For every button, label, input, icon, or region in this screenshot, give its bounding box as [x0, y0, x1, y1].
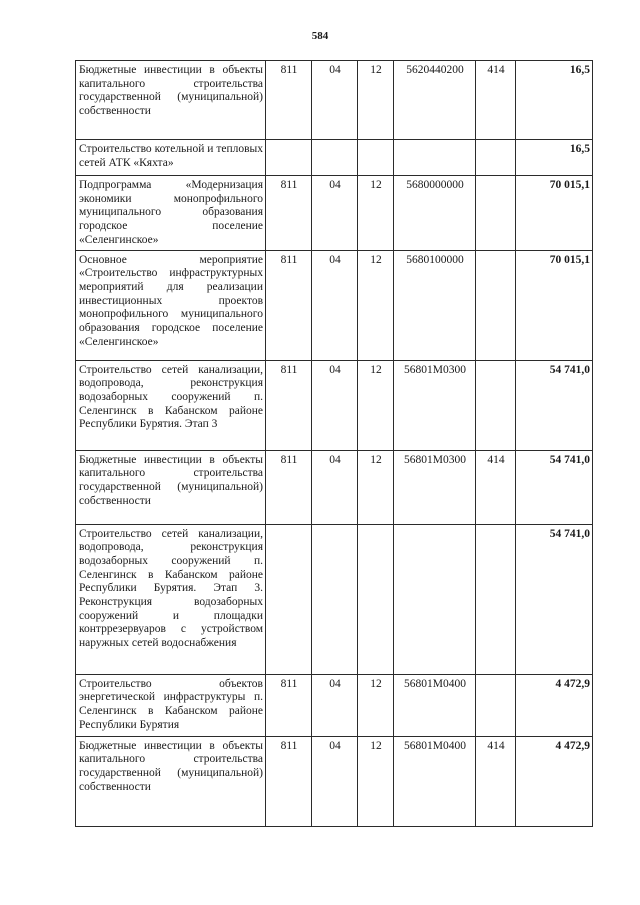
table-row: [76, 360, 593, 450]
target-code: 56801М0300: [394, 360, 476, 450]
expense-type-code: [476, 360, 516, 450]
row-name: Подпрограмма «Модернизация экономики монопрофильного муниципального образования городское поселение «Селенгинское»: [76, 176, 266, 251]
target-code: 56801М0400: [394, 736, 476, 826]
subsection-code: 12: [358, 674, 394, 736]
amount: 16,5: [516, 61, 593, 140]
section-code: 04: [312, 450, 358, 524]
target-code: [394, 524, 476, 674]
table-row: [76, 450, 593, 524]
amount: 70 015,1: [516, 250, 593, 360]
subsection-code: 12: [358, 450, 394, 524]
ministry-code: [266, 524, 312, 674]
row-name: Строительство объектов энергетической инфраструктуры п. Селенгинск в Кабанском районе Республики Бурятия: [76, 674, 266, 736]
ministry-code: 811: [266, 61, 312, 140]
section-code: 04: [312, 674, 358, 736]
section-code: [312, 524, 358, 674]
subsection-code: 12: [358, 250, 394, 360]
amount: 4 472,9: [516, 674, 593, 736]
section-code: 04: [312, 360, 358, 450]
ministry-code: 811: [266, 176, 312, 251]
row-name: Бюджетные инвестиции в объекты капитального строительства государственной (муниципальной) собственности: [76, 450, 266, 524]
subsection-code: 12: [358, 176, 394, 251]
expense-type-code: 414: [476, 736, 516, 826]
ministry-code: [266, 140, 312, 176]
row-name: Строительство сетей канализации, водопровода, реконструкция водозаборных сооружений п. Селенгинск в Кабанском районе Республики Бурятия. Этап 3. Реконструкция водозаборных сооружений и площадки контррезервуаров с устройством наружных сетей водоснабжения: [76, 524, 266, 674]
ministry-code: 811: [266, 736, 312, 826]
page-number: 584: [311, 30, 329, 42]
table-row: [76, 524, 593, 674]
target-code: 5620440200: [394, 61, 476, 140]
target-code: 56801М0300: [394, 450, 476, 524]
target-code: 5680100000: [394, 250, 476, 360]
amount: 4 472,9: [516, 736, 593, 826]
table-row: [76, 140, 593, 176]
subsection-code: 12: [358, 61, 394, 140]
ministry-code: 811: [266, 450, 312, 524]
row-name: Строительство сетей канализации, водопровода, реконструкция водозаборных сооружений п. Селенгинск в Кабанском районе Республики Бурятия. Этап 3: [76, 360, 266, 450]
ministry-code: 811: [266, 360, 312, 450]
expense-type-code: 414: [476, 450, 516, 524]
expense-type-code: 414: [476, 61, 516, 140]
subsection-code: [358, 140, 394, 176]
ministry-code: 811: [266, 250, 312, 360]
row-name: Строительство котельной и тепловых сетей АТК «Кяхта»: [76, 140, 266, 176]
budget-table: [75, 60, 593, 827]
expense-type-code: [476, 524, 516, 674]
row-name: Основное мероприятие «Строительство инфраструктурных мероприятий для реализации инвестиционных проектов монопрофильного муниципального образования городское поселение «Селенгинское»: [76, 250, 266, 360]
expense-type-code: [476, 250, 516, 360]
amount: 54 741,0: [516, 360, 593, 450]
amount: 54 741,0: [516, 450, 593, 524]
subsection-code: [358, 524, 394, 674]
table-row: [76, 176, 593, 251]
subsection-code: 12: [358, 736, 394, 826]
section-code: 04: [312, 176, 358, 251]
amount: 70 015,1: [516, 176, 593, 251]
target-code: 5680000000: [394, 176, 476, 251]
expense-type-code: [476, 176, 516, 251]
expense-type-code: [476, 674, 516, 736]
section-code: 04: [312, 736, 358, 826]
section-code: [312, 140, 358, 176]
table-row: [76, 250, 593, 360]
table-row: [76, 736, 593, 826]
row-name: Бюджетные инвестиции в объекты капитального строительства государственной (муниципальной) собственности: [76, 61, 266, 140]
subsection-code: 12: [358, 360, 394, 450]
amount: 54 741,0: [516, 524, 593, 674]
ministry-code: 811: [266, 674, 312, 736]
section-code: 04: [312, 250, 358, 360]
row-name: Бюджетные инвестиции в объекты капитального строительства государственной (муниципальной) собственности: [76, 736, 266, 826]
amount: 16,5: [516, 140, 593, 176]
table-row: [76, 61, 593, 140]
target-code: [394, 140, 476, 176]
table-row: [76, 674, 593, 736]
target-code: 56801М0400: [394, 674, 476, 736]
section-code: 04: [312, 61, 358, 140]
expense-type-code: [476, 140, 516, 176]
